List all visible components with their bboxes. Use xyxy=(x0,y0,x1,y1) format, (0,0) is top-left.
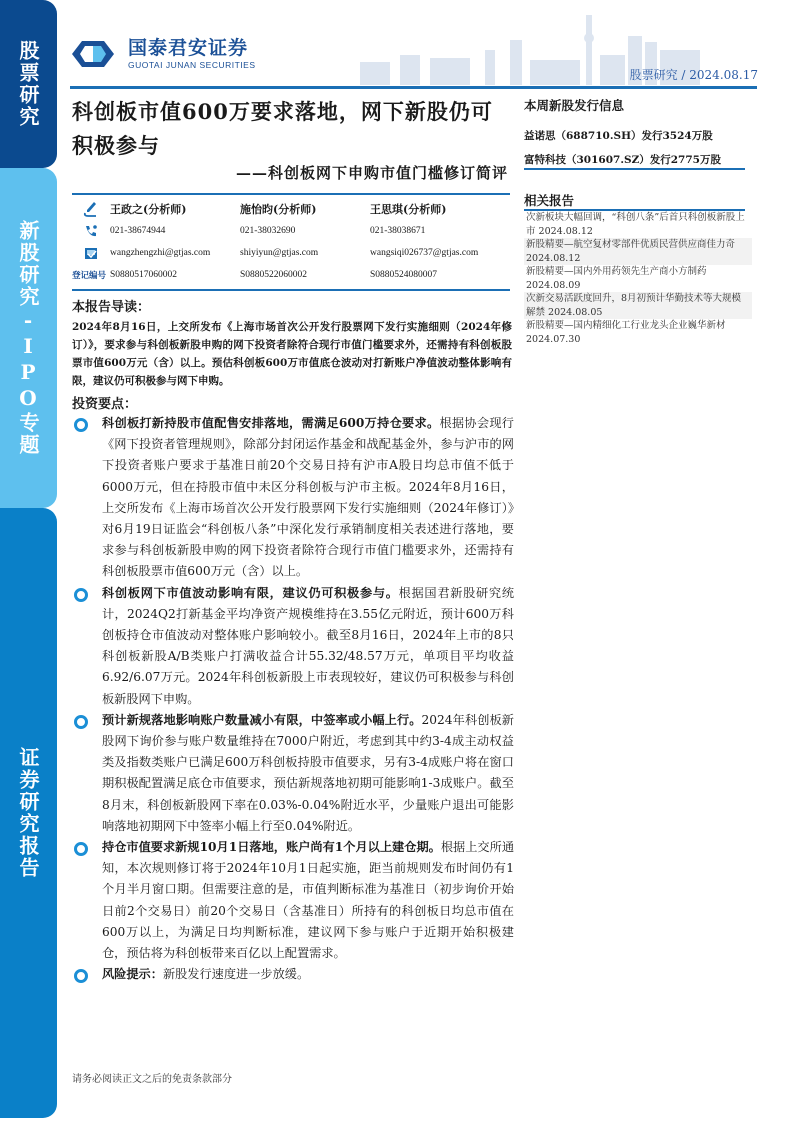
analyst-email[interactable]: wangzhengzhi@gtjas.com xyxy=(110,248,211,258)
analyst-email[interactable]: shiyiyun@gtjas.com xyxy=(240,248,319,258)
point-body: 根据国君新股研究统计，2024Q2打新基金平均净资产规模维持在3.55亿元附近，预计600万科创板持仓市值波动对整体账户影响较小。截至8月16日，2024年上市的8只科创板新股A/B类账户打满收益合计55.32/48.57万元，单项目平均收益6.92/6.07万元。2024年科创板新股上市表现较好，建议仍可积极参与科创板新股网下申购。 xyxy=(102,585,515,706)
weekly-ipo-item: 富特科技（301607.SZ）发行2775万股 xyxy=(524,154,721,166)
point-body: 2024年科创板新股网下询价参与账户数量维持在7000户附近，考虑到其中约3-4成主动权益类及指数类账户已满足600万科创板持股市值要求，另有3-4成账户将在窗口期积极配置满足底仓市值要求，预估新规落地初期可能影响1-3成账户。截至8月末，科创板新股网下率在0.03%-0.04%附近水平，少量账户退出可能影响落地初期网下中签率小幅上行至0.04%附近。 xyxy=(102,712,514,833)
report-subtitle: ——科创板网下申购市值门槛修订简评 xyxy=(235,164,508,182)
report-title: 科创板市值600万要求落地，网下新股仍可积极参与 xyxy=(72,99,493,158)
investment-point xyxy=(72,710,514,837)
analyst-registration-row xyxy=(72,264,510,286)
related-report-link[interactable]: 次新板块大幅回调，“科创八条”后首只科创板新股上市 2024.08.12 xyxy=(526,212,745,237)
pen-icon xyxy=(72,201,110,217)
side-tab-label: 股票研究 xyxy=(16,40,40,128)
analyst-reg-number: S0880524080007 xyxy=(370,270,438,280)
investment-points-heading: 投资要点： xyxy=(72,397,138,412)
analyst-email[interactable]: wangsiqi026737@gtjas.com xyxy=(370,248,479,258)
analyst-names-row xyxy=(72,198,510,220)
analyst-phone: 021-38038671 xyxy=(370,226,426,236)
analyst-name: 王政之(分析师) xyxy=(110,203,187,216)
point-heading: 持仓市值要求新规10月1日落地，账户尚有1个月以上建仓期。 xyxy=(102,840,441,855)
analyst-name: 施怡昀(分析师) xyxy=(240,203,317,216)
investment-point xyxy=(72,583,514,710)
investment-point xyxy=(72,837,514,964)
logo-mark-icon xyxy=(70,39,116,69)
header-divider xyxy=(70,86,757,89)
side-tab-label: 新股研究-IPO专题 xyxy=(16,220,40,456)
related-report-link[interactable]: 新股精要—国内外用药领先生产商小方制药 2024.08.09 xyxy=(526,266,707,291)
analyst-name: 王思琪(分析师) xyxy=(370,203,447,216)
logo-english-name: GUOTAI JUNAN SECURITIES xyxy=(128,60,256,70)
point-heading: 科创板打新持股市值配售安排落地，需满足600万持仓要求。 xyxy=(102,416,440,430)
related-report-link[interactable]: 次新交易活跃度回升，8月初预计华勤技术等大规模解禁 2024.08.05 xyxy=(524,292,752,319)
analyst-emails-row xyxy=(72,242,510,264)
side-tab-ipo-research xyxy=(0,168,57,508)
analyst-phones-row xyxy=(72,220,510,242)
registration-label: 登记编号 xyxy=(72,271,107,281)
ring-bullet-icon xyxy=(74,842,88,856)
disclaimer-note: 请务必阅读正文之后的免责条款部分 xyxy=(72,1074,232,1085)
analyst-table xyxy=(72,193,510,291)
related-reports-heading: 相关报告 xyxy=(524,193,575,208)
ring-bullet-icon xyxy=(74,969,88,983)
ring-bullet-icon xyxy=(74,418,88,432)
analyst-reg-number: S0880522060002 xyxy=(240,270,308,280)
side-tab-securities-report xyxy=(0,508,57,1118)
related-report-link[interactable]: 新股精要—航空复材零部件优质民营供应商佳力奇 2024.08.12 xyxy=(524,238,752,265)
side-tab-label: 证券研究报告 xyxy=(16,747,40,879)
ring-bullet-icon xyxy=(74,715,88,729)
point-heading: 风险提示： xyxy=(102,967,163,982)
mail-icon xyxy=(72,247,110,260)
point-heading: 科创板网下市值波动影响有限，建议仍可积极参与。 xyxy=(102,585,399,600)
weekly-ipo-list xyxy=(524,124,721,172)
weekly-ipo-heading: 本周新股发行信息 xyxy=(524,98,625,113)
company-logo xyxy=(70,38,256,70)
analyst-reg-number: S0880517060002 xyxy=(110,270,178,280)
intro-text: 2024年8月16日，上交所发布《上海市场首次公开发行股票网下发行实施细则（2024年修订）》，要求参与科创板新股申购的网下投资者除符合现行市值门槛要求外，还需持有科创板股票市值600万元（含）以上。预估科创板600万市值底仓波动对打新账户净值波动整体影响有限，建议仍可积极参与网下申购。 xyxy=(72,321,512,387)
point-body: 新股发行速度进一步放缓。 xyxy=(162,967,310,982)
point-heading: 预计新规落地影响账户数量减小有限，中签率或小幅上行。 xyxy=(102,712,422,727)
weekly-ipo-item: 益诺思（688710.SH）发行3524万股 xyxy=(524,130,713,142)
point-body: 根据上交所通知，本次规则修订将于2024年10月1日起实施，距当前规则发布时间仍有1个月半月窗口期。但需要注意的是，市值判断标准为基准日（初步询价开始日前2个交易日）前20个交易日（含基准日）所持有的科创板日均总市值在600万以上，为满足日均判断标准，建议网下参与账户于近期开始积极建仓，预估将为科创板带来百亿以上配置需求。 xyxy=(102,840,515,961)
report-date: 2024.08.17 xyxy=(689,68,758,82)
related-reports-list xyxy=(524,211,752,346)
ring-bullet-icon xyxy=(74,588,88,602)
phone-icon xyxy=(72,224,110,238)
report-category-date xyxy=(630,66,758,83)
analyst-phone: 021-38032690 xyxy=(240,226,296,236)
logo-chinese-name: 国泰君安证券 xyxy=(128,37,249,59)
intro-heading: 本报告导读： xyxy=(72,300,151,315)
report-category: 股票研究 xyxy=(629,68,678,82)
investment-point xyxy=(72,413,514,583)
right-column-divider xyxy=(524,168,745,170)
analyst-phone: 021-38674944 xyxy=(110,226,166,236)
point-body: 根据协会现行《网下投资者管理规则》，除部分封闭运作基金和战配基金外，参与沪市的网下投资者账户要求于基准日前20个交易日持有沪市A股日均总市值不低于6000万元，但在持股市值中未区分科创板与沪市主板。2024年8月16日，上交所发布《上海市场首次公开发行股票网下发行实施细则（2024年修订）》对6月19日证监会“科创板八条”中深化发行承销制度相关表述进行落地，要求参与科创板新股申购的网下投资者除符合现行市值门槛要求外，还需持有科创板股票市值600万元（含）以上。 xyxy=(102,416,514,579)
separator: / xyxy=(681,68,686,82)
related-report-link[interactable]: 新股精要—国内精细化工行业龙头企业巍华新材 2024.07.30 xyxy=(526,320,726,345)
risk-warning xyxy=(72,964,514,985)
investment-points-list xyxy=(72,413,514,985)
side-tab-stock-research xyxy=(0,0,57,168)
